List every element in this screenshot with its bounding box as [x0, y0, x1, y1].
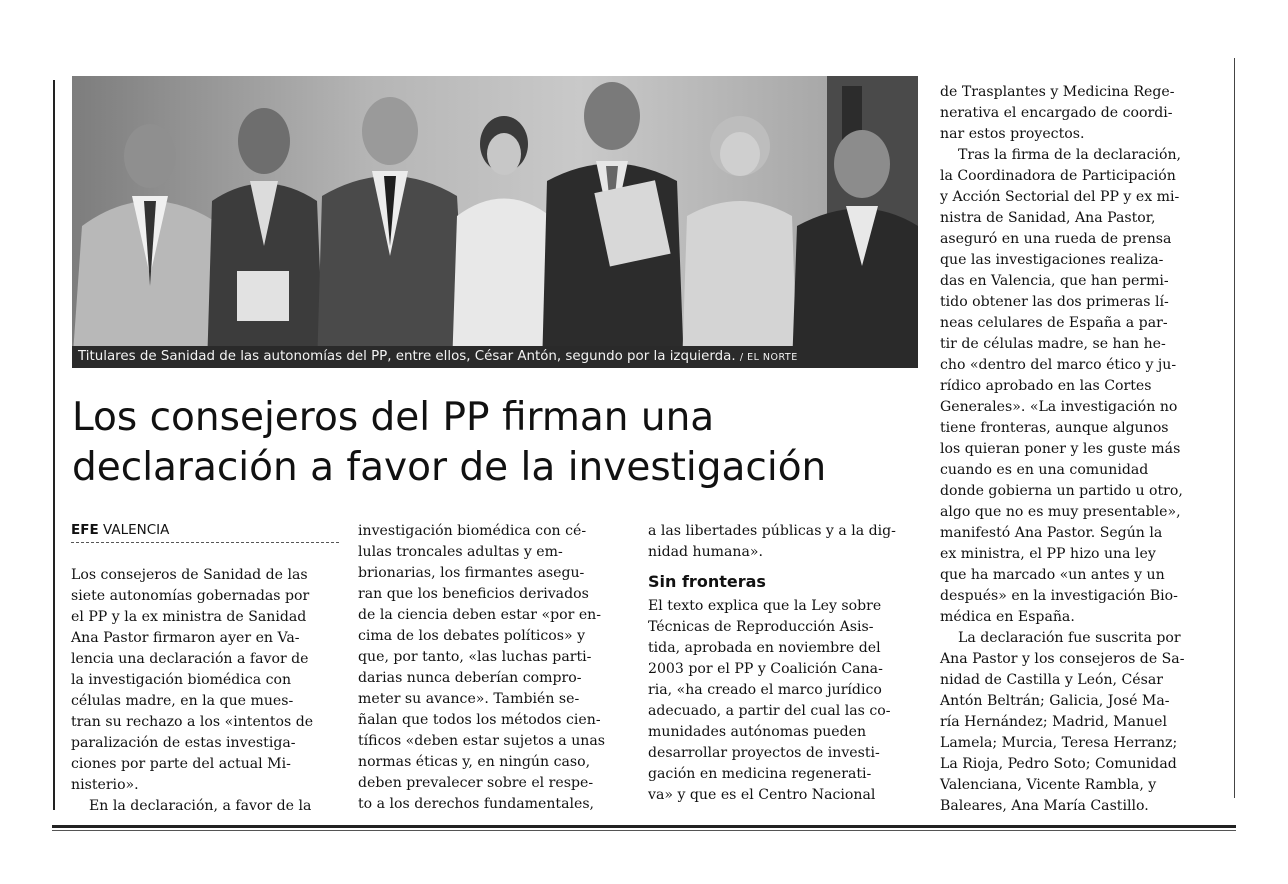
text-line: Ana Pastor firmaron ayer en Va-: [71, 630, 300, 646]
text-line: Valenciana, Vicente Rambla, y: [940, 777, 1157, 793]
byline: [71, 522, 339, 543]
text-line: los quieran poner y les guste más: [940, 441, 1181, 457]
text-line: Tras la firma de la declaración,: [958, 147, 1182, 163]
text-line: Antón Beltrán; Galicia, José Ma-: [940, 693, 1170, 709]
text-line: donde gobierna un partido u otro,: [940, 483, 1183, 499]
text-line: desarrollar proyectos de investi-: [648, 745, 880, 761]
byline-agency: EFE: [71, 522, 99, 538]
text-line: aseguró en una rueda de prensa: [940, 231, 1172, 247]
text-line: cho «dentro del marco ético y ju-: [940, 357, 1177, 373]
headline: [72, 393, 932, 493]
bottom-rule: [52, 825, 1236, 828]
text-line: munidades autónomas pueden: [648, 724, 867, 740]
text-line: adecuado, a partir del cual las co-: [648, 703, 891, 719]
text-line: Técnicas de Reproducción Asis-: [648, 619, 874, 635]
text-line: La declaración fue suscrita por: [958, 630, 1181, 646]
text-line: tran su rechazo a los «intentos de: [71, 714, 314, 730]
text-line: das en Valencia, que han permi-: [940, 273, 1169, 289]
text-line: la investigación biomédica con: [71, 672, 292, 688]
caption-text: Titulares de Sanidad de las autonomías del PP, entre ellos, César Antón, segundo por la izquierda.: [78, 349, 736, 364]
text-line: ñalan que todos los métodos cien-: [358, 712, 601, 728]
text-line: algo que no es muy presentable»,: [940, 504, 1181, 520]
text-line: de la ciencia deben estar «por en-: [358, 607, 602, 623]
article-column-1: [71, 565, 339, 817]
text-line: rídico aprobado en las Cortes: [940, 378, 1152, 394]
text-line: tida, aprobada en noviembre del: [648, 640, 881, 656]
text-line: nar estos proyectos.: [940, 126, 1085, 142]
byline-place: VALENCIA: [102, 522, 170, 538]
photo-credit: / EL NORTE: [739, 352, 798, 363]
text-line: paralización de estas investiga-: [71, 735, 296, 751]
text-line: ex ministra, el PP hizo una ley: [940, 546, 1156, 562]
article-column-2: [358, 521, 628, 815]
text-line: ran que los beneficios derivados: [358, 586, 589, 602]
text-line: tíficos «deben estar sujetos a unas: [358, 733, 605, 749]
text-line: La Rioja, Pedro Soto; Comunidad: [940, 756, 1177, 772]
text-line: Baleares, Ana María Castillo.: [940, 798, 1149, 814]
left-column-rule: [53, 80, 55, 810]
headline-line-2: declaración a favor de la investigación: [72, 445, 827, 490]
text-line: neas celulares de España a par-: [940, 315, 1168, 331]
text-line: a las libertades públicas y a la dig-: [648, 523, 896, 539]
text-line: siete autonomías gobernadas por: [71, 588, 310, 604]
text-line: El texto explica que la Ley sobre: [648, 598, 882, 614]
column-3-top: [648, 521, 918, 563]
text-line: ciones por parte del actual Mi-: [71, 756, 291, 772]
text-line: En la declaración, a favor de la: [89, 798, 312, 814]
text-line: meter su avance». También se-: [358, 691, 580, 707]
column-3-body: [648, 596, 918, 806]
text-line: tir de células madre, se han he-: [940, 336, 1166, 352]
text-line: que las investigaciones realiza-: [940, 252, 1164, 268]
text-line: ría Hernández; Madrid, Manuel: [940, 714, 1167, 730]
text-line: deben prevalecer sobre el respe-: [358, 775, 594, 791]
text-line: células madre, en la que mues-: [71, 693, 294, 709]
article-column-3: [648, 521, 918, 806]
news-photo: [72, 76, 918, 368]
text-line: va» y que es el Centro Nacional: [648, 787, 876, 803]
text-line: nistra de Sanidad, Ana Pastor,: [940, 210, 1156, 226]
bottom-rule-thin: [52, 830, 1236, 831]
text-line: y Acción Sectorial del PP y ex mi-: [940, 189, 1180, 205]
text-line: lencia una declaración a favor de: [71, 651, 309, 667]
text-line: tiene fronteras, aunque algunos: [940, 420, 1169, 436]
text-line: nidad humana».: [648, 544, 764, 560]
text-line: to a los derechos fundamentales,: [358, 796, 595, 812]
text-line: Los consejeros de Sanidad de las: [71, 567, 308, 583]
text-line: manifestó Ana Pastor. Según la: [940, 525, 1163, 541]
text-line: ria, «ha creado el marco jurídico: [648, 682, 882, 698]
text-line: 2003 por el PP y Coalición Cana-: [648, 661, 883, 677]
text-line: brionarias, los firmantes asegu-: [358, 565, 585, 581]
text-line: la Coordinadora de Participación: [940, 168, 1176, 184]
text-line: tido obtener las dos primeras lí-: [940, 294, 1169, 310]
text-line: de Trasplantes y Medicina Rege-: [940, 84, 1175, 100]
text-line: cima de los debates políticos» y: [358, 628, 586, 644]
text-line: lulas troncales adultas y em-: [358, 544, 563, 560]
text-line: nidad de Castilla y León, César: [940, 672, 1164, 688]
text-line: darias nunca deberían compro-: [358, 670, 582, 686]
text-line: gación en medicina regenerati-: [648, 766, 872, 782]
text-line: Lamela; Murcia, Teresa Herranz;: [940, 735, 1178, 751]
text-line: investigación biomédica con cé-: [358, 523, 587, 539]
text-line: Generales». «La investigación no: [940, 399, 1178, 415]
text-line: nisterio».: [71, 777, 139, 793]
article-column-4: [940, 82, 1210, 817]
headline-line-1: Los consejeros del PP firman una: [72, 395, 715, 440]
section-subhead: Sin fronteras: [648, 572, 766, 591]
group-photo-illustration: [72, 76, 918, 368]
text-line: que ha marcado «un antes y un: [940, 567, 1165, 583]
text-line: cuando es en una comunidad: [940, 462, 1149, 478]
text-line: nerativa el encargado de coordi-: [940, 105, 1173, 121]
text-line: que, por tanto, «las luchas parti-: [358, 649, 592, 665]
text-line: Ana Pastor y los consejeros de Sa-: [940, 651, 1185, 667]
text-line: después» en la investigación Bio-: [940, 588, 1178, 604]
photo-caption: [72, 346, 918, 368]
text-line: normas éticas y, en ningún caso,: [358, 754, 591, 770]
right-column-rule: [1234, 58, 1235, 798]
text-line: el PP y la ex ministra de Sanidad: [71, 609, 307, 625]
text-line: médica en España.: [940, 609, 1075, 625]
